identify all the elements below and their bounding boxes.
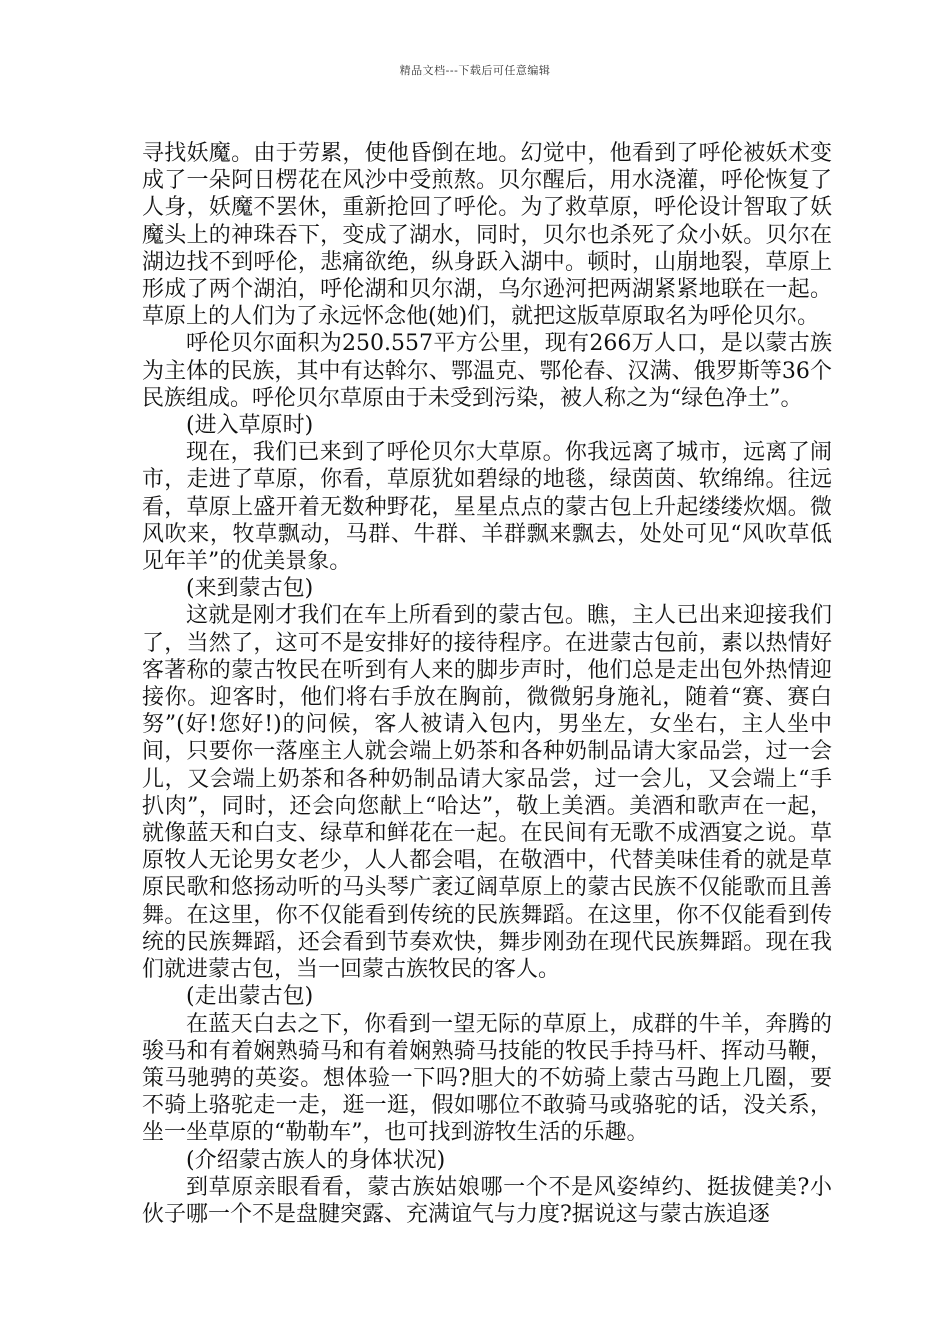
paragraph-yurt-hospitality: 这就是刚才我们在车上所看到的蒙古包。瞧，主人已出来迎接我们了，当然了，这可不是安排好的接待程序。在进蒙古包前，素以热情好客著称的蒙古牧民在听到有人来的脚步声时，他们总是走出包外热情迎接你。迎客时，他们将右手放在胸前，微微躬身施礼，随着“赛、赛白努”(好!您好!)的问候，客人被请入包内，男坐左，女坐右，主人坐中间，只要你一落座主人就会端上奶茶和各种奶制品请大家品尝，过一会儿，又会端上奶茶和各种奶制品请大家品尝，过一会儿，又会端上“手扒肉”，同时，还会向您献上“哈达”，敬上美酒。美酒和歌声在一起，就像蓝天和白支、绿草和鲜花在一起。在民间有无歌不成酒宴之说。草原牧人无论男女老少，人人都会唱，在敬酒中，代替美味佳肴的就是草原民歌和悠扬动听的马头琴广袤辽阔草原上的蒙古民族不仅能歌而且善舞。在这里，你不仅能看到传统的民族舞蹈。在这里，你不仅能看到传统的民族舞蹈，还会看到节奏欢快，舞步刚劲在现代民族舞蹈。现在我们就进蒙古包，当一回蒙古族牧民的客人。 xyxy=(142,603,832,983)
section-heading-leaving-yurt: (走出蒙古包) xyxy=(186,984,314,1010)
section-heading-physique: (介绍蒙古族人的身体状况) xyxy=(186,1147,446,1173)
paragraph-horse-riding: 在蓝天白去之下，你看到一望无际的草原上，成群的牛羊，奔腾的骏马和有着娴熟骑马和有着娴熟骑马技能的牧民手持马杆、挥动马鞭，策马驰骋的英姿。想体验一下吗?胆大的不妨骑上蒙古马跑上几圈，要不骑上骆驼走一走，逛一逛，假如哪位不敢骑马或骆驼的话，没关系，坐一坐草原的“勒勒车”，也可找到游牧生活的乐趣。 xyxy=(142,1011,832,1146)
paragraph-area-population: 呼伦贝尔面积为250.557平方公里，现有266万人口，是以蒙古族为主体的民族，其中有达斡尔、鄂温克、鄂伦春、汉满、俄罗斯等36个民族组成。呼伦贝尔草原由于未受到污染，被人称之为“绿色净土”。 xyxy=(142,331,832,411)
paragraph-grassland-scenery: 现在，我们已来到了呼伦贝尔大草原。你我远离了城市，远离了闹市，走进了草原，你看，草原犹如碧绿的地毯，绿茵茵、软绵绵。往远看，草原上盛开着无数种野花，星星点点的蒙古包上升起缕缕炊烟。微风吹来，牧草飘动，马群、牛群、羊群飘来飘去，处处可见“风吹草低见年羊”的优美景象。 xyxy=(142,440,832,575)
section-heading-entering-grassland: (进入草原时) xyxy=(186,413,314,439)
document-body xyxy=(142,140,832,1228)
page-header: 精品文档---下载后可任意编辑 xyxy=(399,64,551,77)
section-heading-arriving-yurt: (来到蒙古包) xyxy=(186,576,314,602)
paragraph-legend-ending: 寻找妖魔。由于劳累，使他昏倒在地。幻觉中，他看到了呼伦被妖术变成了一朵阿日楞花在风沙中受煎熬。贝尔醒后，用水浇灌，呼伦恢复了人身，妖魔不罢休，重新抢回了呼伦。为了救草原，呼伦设计智取了妖魔头上的神珠吞下，变成了湖水，同时，贝尔也杀死了众小妖。贝尔在湖边找不到呼伦，悲痛欲绝，纵身跃入湖中。顿时，山崩地裂，草原上形成了两个湖泊，呼伦湖和贝尔湖，乌尔逊河把两湖紧紧地联在一起。草原上的人们为了永远怀念他(她)们，就把这版草原取名为呼伦贝尔。 xyxy=(142,141,832,330)
paragraph-mongolian-physique: 到草原亲眼看看，蒙古族姑娘哪一个不是风姿绰约、挺拔健美?小伙子哪一个不是盘腱突露、充满谊气与力度?据说这与蒙古族追逐 xyxy=(142,1174,832,1227)
